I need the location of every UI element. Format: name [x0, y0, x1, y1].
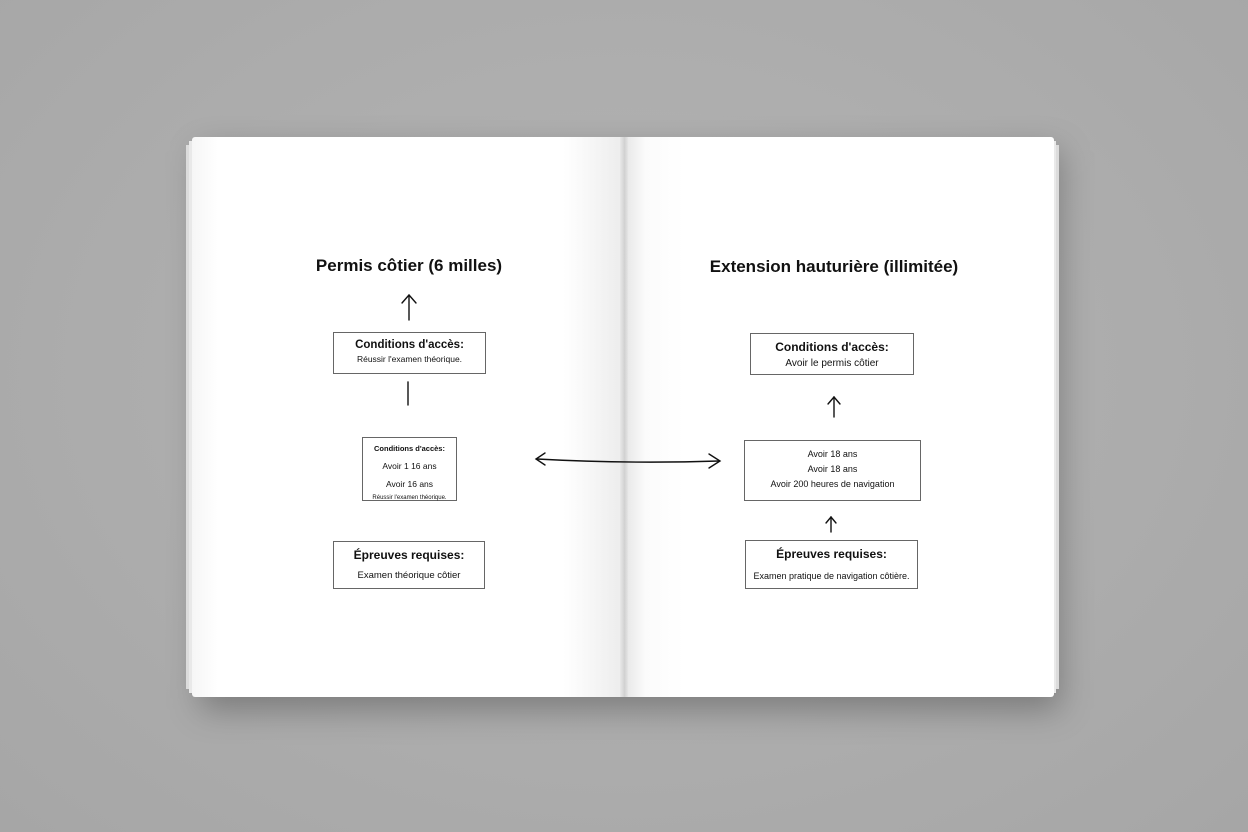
right-up-arrow-icon [828, 397, 840, 417]
left-epreuves-text: Examen théorique côtier [357, 570, 461, 581]
right-req-line-3: Avoir 200 heures de navigation [770, 479, 895, 489]
right-epreuves-heading: Épreuves requises: [776, 547, 887, 561]
right-conditions-text: Avoir le permis côtier [785, 358, 879, 369]
left-conditions-text: Réussir l'examen théorique. [356, 354, 463, 364]
left-small-line-3: Réussir l'examen théorique. [372, 495, 447, 501]
double-headed-arrow-icon [536, 453, 720, 468]
left-epreuves-heading: Épreuves requises: [353, 548, 465, 562]
left-small-line-1: Avoir 1 16 ans [382, 461, 437, 471]
left-small-line-2: Avoir 16 ans [385, 479, 434, 489]
right-req-line-1: Avoir 18 ans [807, 449, 858, 459]
left-page-title: Permis côtier (6 milles) [315, 256, 503, 275]
right-epreuves-text: Examen pratique de navigation côtière. [753, 571, 910, 581]
right-small-up-arrow-icon [826, 517, 836, 532]
right-conditions-heading: Conditions d'accès: [775, 340, 889, 354]
left-conditions-heading: Conditions d'accès: [355, 339, 464, 351]
left-small-heading: Conditions d'accès: [374, 444, 445, 453]
right-page-title: Extension hauturière (illimitée) [709, 257, 959, 276]
left-up-arrow-icon [402, 295, 416, 320]
right-req-line-2: Avoir 18 ans [807, 464, 858, 474]
